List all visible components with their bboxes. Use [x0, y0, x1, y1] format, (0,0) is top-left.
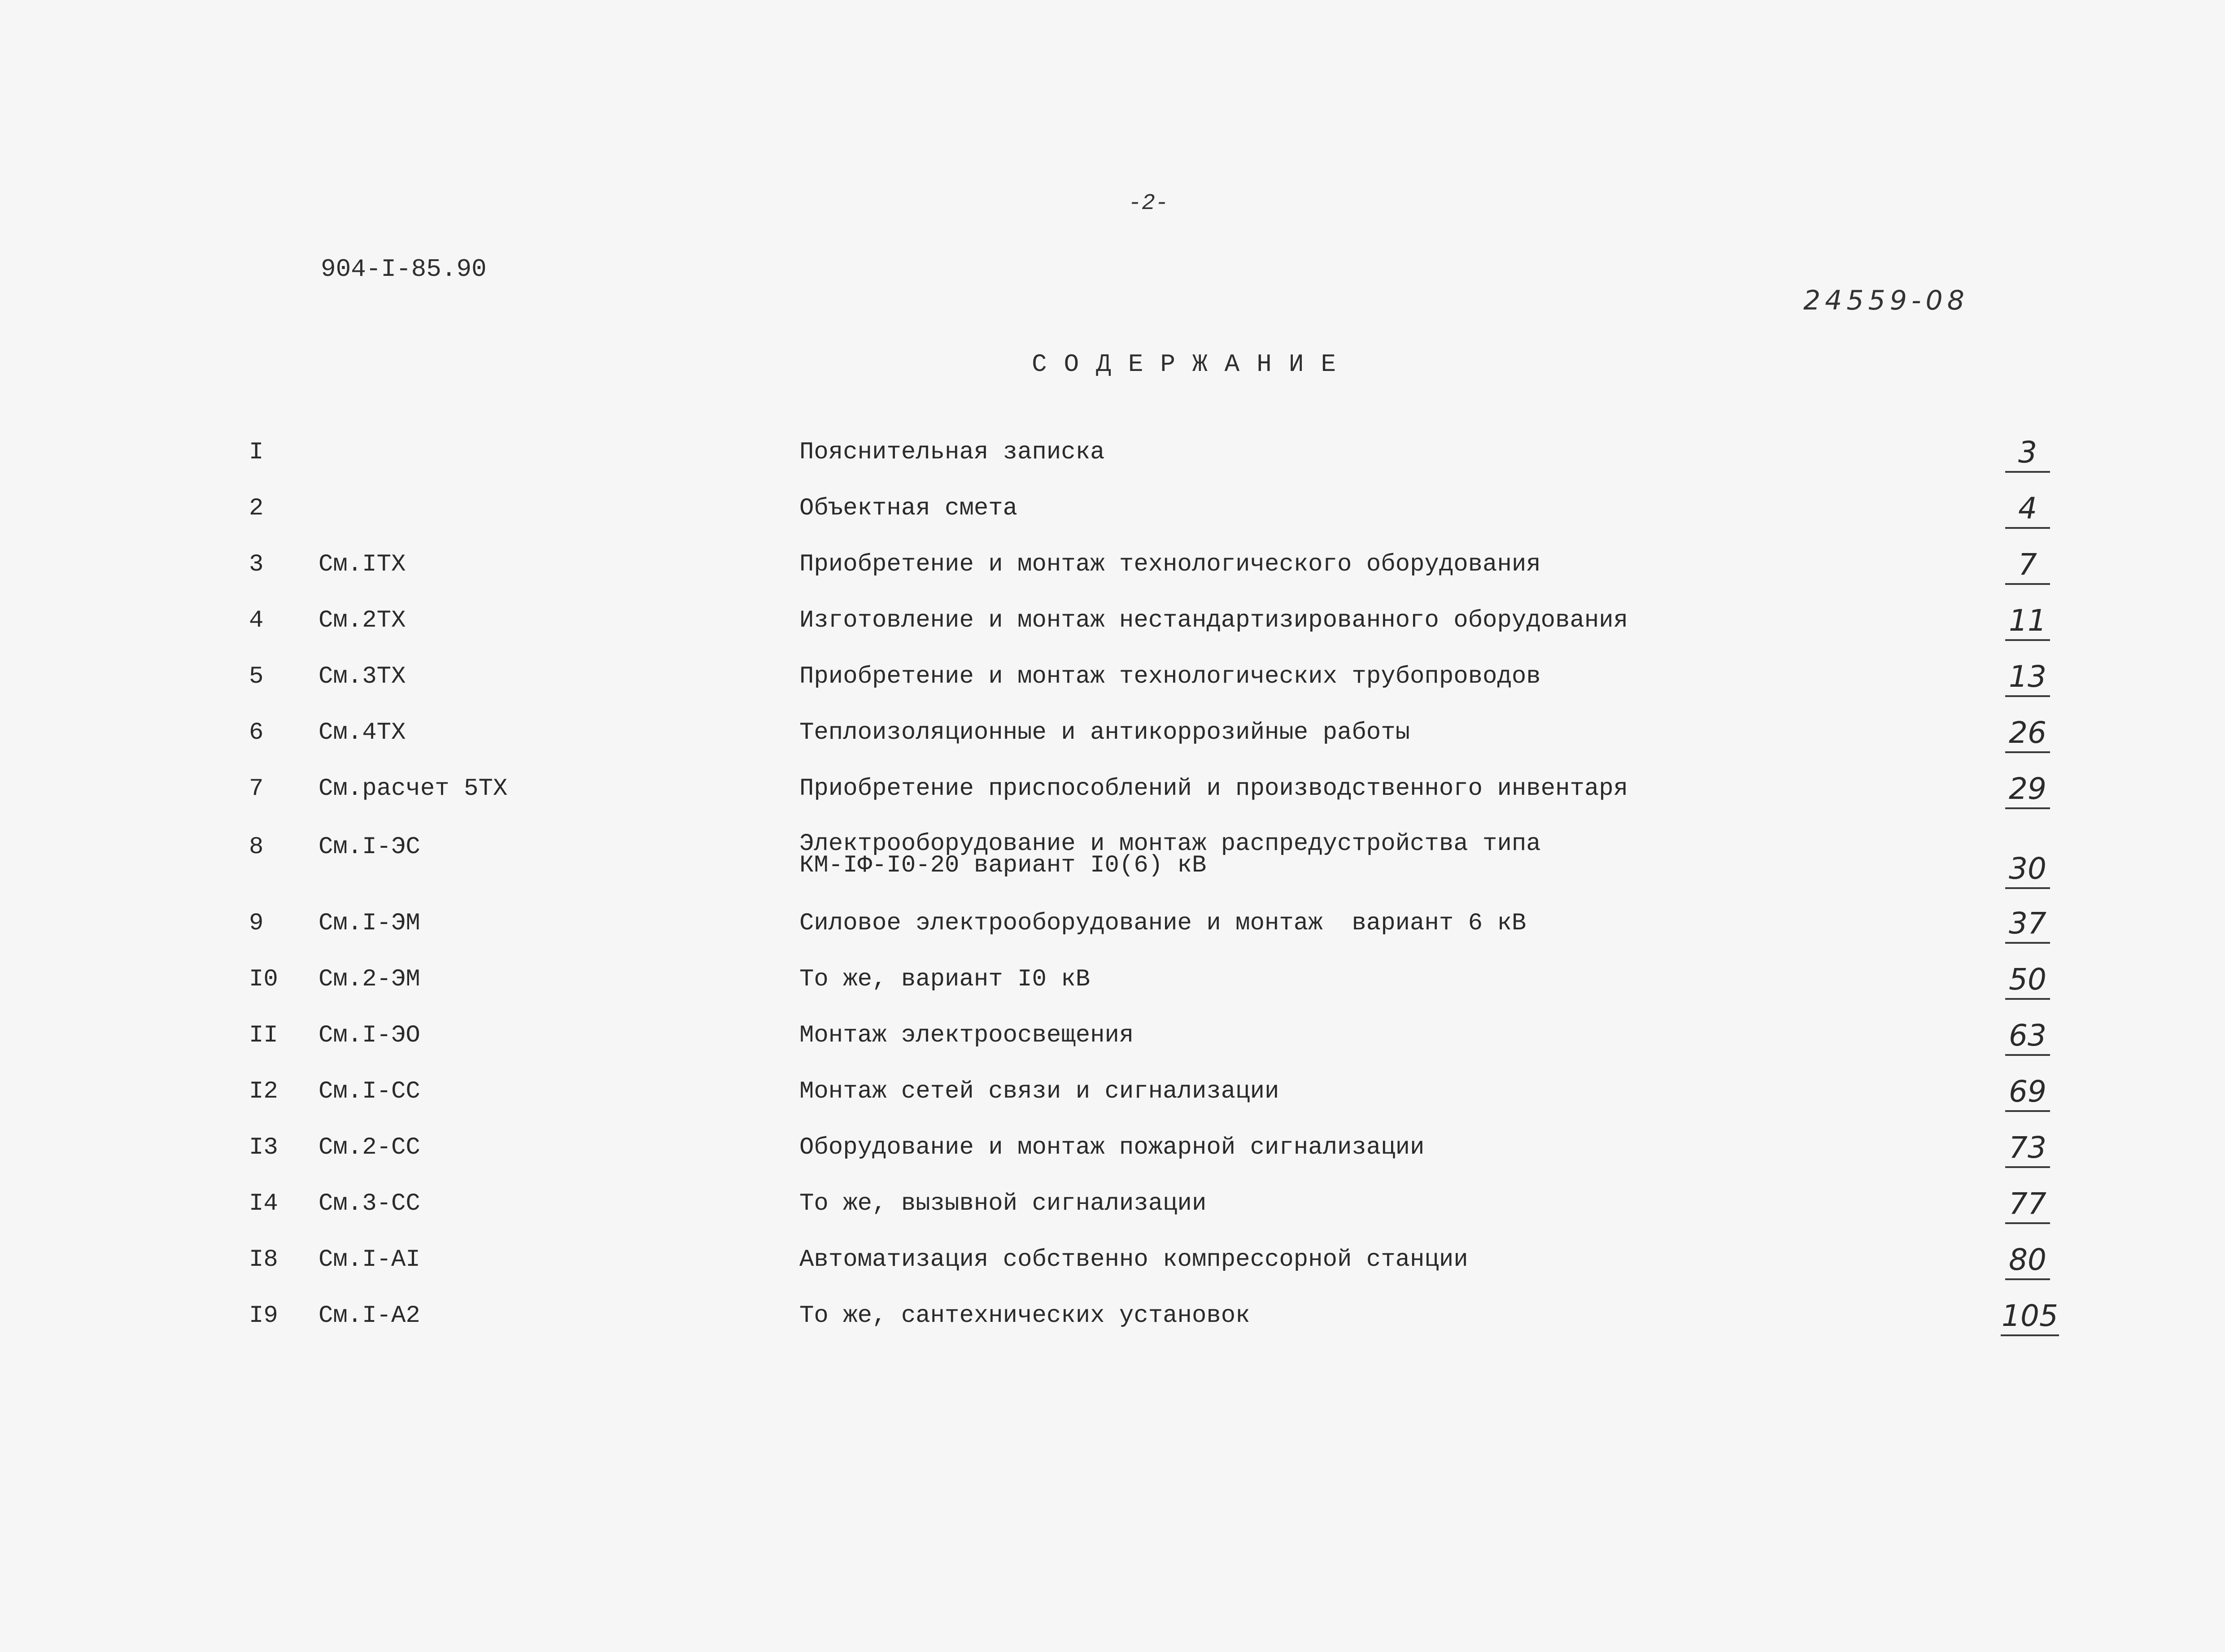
- toc-row: [0, 715, 2225, 755]
- toc-item-number: I8: [249, 1246, 278, 1273]
- toc-item-page: 7: [2005, 547, 2050, 585]
- toc-item-page: 29: [2005, 772, 2050, 809]
- toc-item-page: 105: [2001, 1299, 2059, 1336]
- document-code: 904-I-85.90: [321, 255, 487, 283]
- toc-item-code: См.I-ЭС: [318, 833, 420, 861]
- toc-item-page: 73: [2005, 1130, 2050, 1168]
- toc-item-title: Автоматизация собственно компрессорной станции: [799, 1246, 1468, 1273]
- toc-row: [0, 1130, 2225, 1170]
- toc-item-title: Оборудование и монтаж пожарной сигнализации: [799, 1134, 1425, 1161]
- toc-item-number: I0: [249, 966, 278, 993]
- toc-item-number: 8: [249, 833, 264, 861]
- toc-item-code: См.I-ЭО: [318, 1022, 420, 1049]
- toc-item-code: См.3ТХ: [318, 663, 406, 690]
- toc-item-number: 6: [249, 719, 264, 746]
- toc-row: [0, 659, 2225, 699]
- toc-item-code: См.2ТХ: [318, 607, 406, 634]
- toc-item-page: 30: [2005, 851, 2050, 889]
- toc-row: [0, 772, 2225, 811]
- toc-item-title: Приобретение и монтаж технологических трубопроводов: [799, 663, 1541, 690]
- toc-row: [0, 830, 2225, 892]
- toc-item-code: См.I-АI: [318, 1246, 420, 1273]
- toc-item-title: Приобретение и монтаж технологического оборудования: [799, 551, 1541, 578]
- toc-item-code: См.I-ЭМ: [318, 910, 420, 937]
- toc-item-page: 37: [2005, 906, 2050, 944]
- toc-item-code: См.ITX: [318, 551, 406, 578]
- toc-item-title: Изготовление и монтаж нестандартизированного оборудования: [799, 607, 1628, 634]
- toc-title: СОДЕРЖАНИЕ: [1032, 350, 1353, 379]
- toc-row: [0, 1242, 2225, 1282]
- toc-item-number: 4: [249, 607, 264, 634]
- toc-item-number: II: [249, 1022, 278, 1049]
- toc-row: [0, 603, 2225, 643]
- page-number: -2-: [1128, 191, 1169, 216]
- toc-item-title-line: Электрооборудование и монтаж распредустройства типа: [799, 830, 1541, 858]
- toc-item-page: 3: [2005, 435, 2050, 473]
- toc-item-number: 9: [249, 910, 264, 937]
- toc-item-code: См.2-СС: [318, 1134, 420, 1161]
- toc-item-page: 77: [2005, 1186, 2050, 1224]
- toc-item-page: 80: [2005, 1242, 2050, 1280]
- toc-item-page: 13: [2005, 659, 2050, 697]
- toc-item-page: 50: [2005, 962, 2050, 1000]
- toc-item-page: 26: [2005, 715, 2050, 753]
- toc-item-code: См.4ТХ: [318, 719, 406, 746]
- toc-item-code: См.2-ЭМ: [318, 966, 420, 993]
- toc-item-number: 2: [249, 495, 264, 522]
- toc-item-title: То же, сантехнических установок: [799, 1302, 1250, 1329]
- toc-item-code: См.I-СС: [318, 1078, 420, 1105]
- toc-row: [0, 962, 2225, 1002]
- toc-row: [0, 906, 2225, 946]
- toc-item-code: См.расчет 5ТХ: [318, 775, 508, 802]
- toc-row: [0, 547, 2225, 587]
- toc-item-title: [799, 830, 1541, 879]
- toc-item-number: 5: [249, 663, 264, 690]
- toc-item-number: I: [249, 439, 264, 466]
- toc-item-number: 3: [249, 551, 264, 578]
- toc-item-title: Приобретение приспособлений и производственного инвентаря: [799, 775, 1628, 802]
- toc-item-title: Силовое электрооборудование и монтаж вариант 6 кВ: [799, 910, 1527, 937]
- toc-item-number: I3: [249, 1134, 278, 1161]
- toc-row: [0, 1186, 2225, 1226]
- toc-row: [0, 1299, 2225, 1338]
- toc-item-number: I4: [249, 1190, 278, 1217]
- toc-item-title-line: КМ-IФ-I0-20 вариант I0(6) кВ: [799, 852, 1207, 879]
- toc-item-page: 11: [2005, 603, 2050, 641]
- toc-row: [0, 1074, 2225, 1114]
- toc-item-code: См.3-СС: [318, 1190, 420, 1217]
- toc-item-code: См.I-А2: [318, 1302, 420, 1329]
- toc-item-page: 4: [2005, 491, 2050, 529]
- toc-item-title: Монтаж электроосвещения: [799, 1022, 1134, 1049]
- toc-item-number: I2: [249, 1078, 278, 1105]
- toc-item-number: I9: [249, 1302, 278, 1329]
- toc-item-number: 7: [249, 775, 264, 802]
- toc-item-title: То же, вызывной сигнализации: [799, 1190, 1207, 1217]
- toc-item-page: 69: [2005, 1074, 2050, 1112]
- archive-number: 24559-08: [1803, 285, 1969, 316]
- toc-row: [0, 1018, 2225, 1058]
- toc-row: [0, 435, 2225, 475]
- toc-item-title: То же, вариант I0 кВ: [799, 966, 1091, 993]
- toc-item-title: Объектная смета: [799, 495, 1018, 522]
- toc-item-title: Пояснительная записка: [799, 439, 1105, 466]
- toc-item-title: Теплоизоляционные и антикоррозийные работы: [799, 719, 1410, 746]
- toc-row: [0, 491, 2225, 531]
- toc-item-page: 63: [2005, 1018, 2050, 1056]
- toc-item-title: Монтаж сетей связи и сигнализации: [799, 1078, 1279, 1105]
